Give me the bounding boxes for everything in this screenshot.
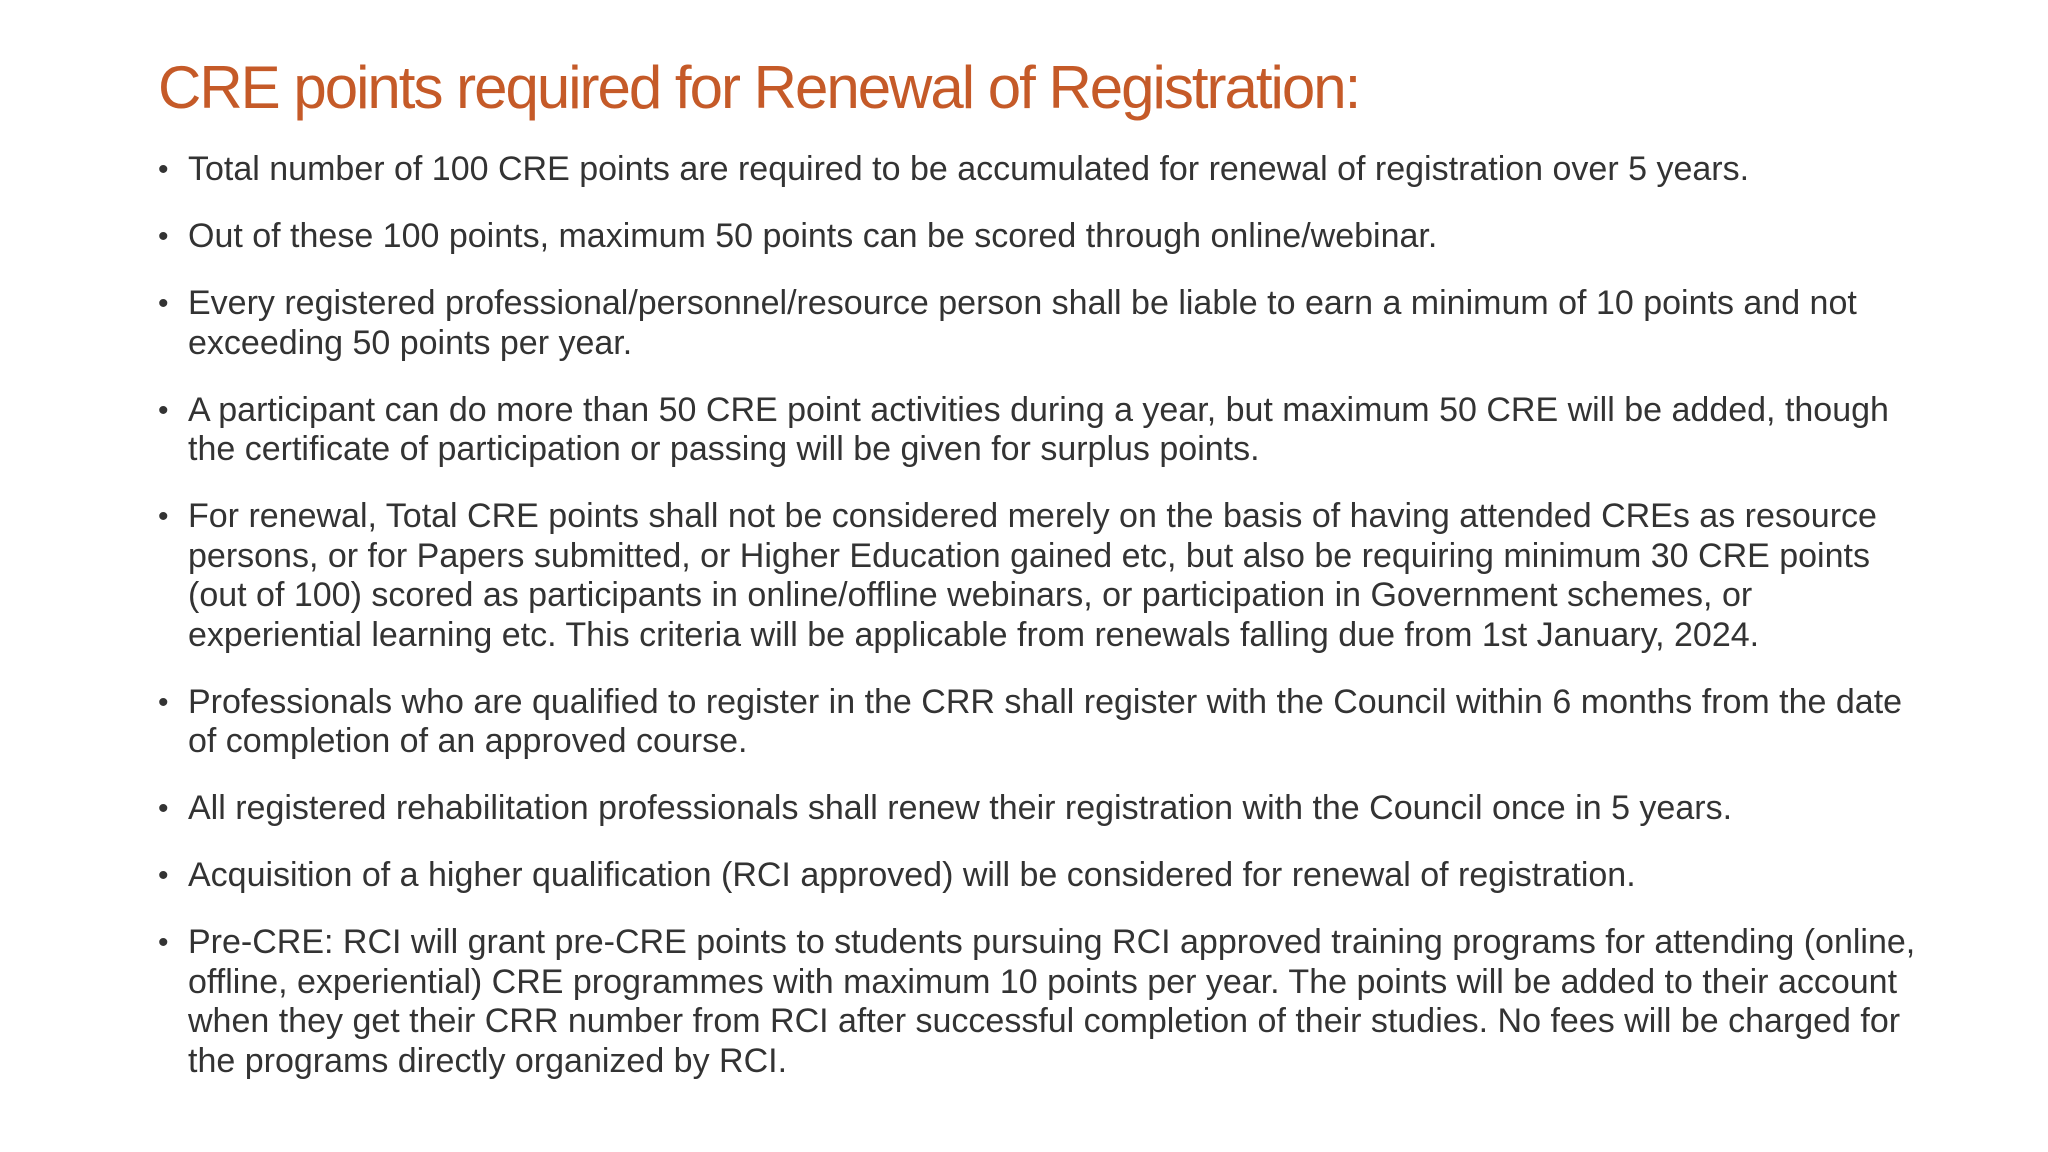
bullet-item (158, 150, 1918, 190)
bullet-text: A participant can do more than 50 CRE point activities during a year, but maximum 50 CRE will be added, though the certificate of participation or passing will be given for surplus points. (188, 390, 1889, 468)
bullet-item (158, 856, 1918, 896)
bullet-text: Total number of 100 CRE points are required to be accumulated for renewal of registration over 5 years. (188, 150, 1750, 188)
bullet-text: Professionals who are qualified to register in the CRR shall register with the Council within 6 months from the date of completion of an approved course. (188, 682, 1903, 760)
bullet-list (158, 150, 1918, 1081)
bullet-item (158, 391, 1918, 470)
bullet-text: Every registered professional/personnel/resource person shall be liable to earn a minimum of 10 points and not exceeding 50 points per year. (188, 284, 1857, 362)
bullet-text: Acquisition of a higher qualification (RCI approved) will be considered for renewal of registration. (188, 856, 1636, 894)
bullet-item (158, 789, 1918, 829)
bullet-item (158, 497, 1918, 655)
bullet-dot-icon: • (158, 500, 169, 533)
bullet-item (158, 217, 1918, 257)
slide-title: CRE points required for Renewal of Registration: (158, 54, 1360, 121)
bullet-item (158, 683, 1918, 762)
bullet-dot-icon: • (158, 926, 169, 959)
bullet-dot-icon: • (158, 859, 169, 892)
bullet-text: Out of these 100 points, maximum 50 points can be scored through online/webinar. (188, 217, 1438, 255)
bullet-dot-icon: • (158, 153, 169, 186)
bullet-dot-icon: • (158, 220, 169, 253)
bullet-dot-icon: • (158, 287, 169, 320)
bullet-item (158, 923, 1918, 1081)
bullet-item (158, 284, 1918, 363)
bullet-text: Pre-CRE: RCI will grant pre-CRE points to students pursuing RCI approved training programs for attending (online, offline, experiential) CRE programmes with maximum 10 points per year. The points will be added to their account when they get their CRR number from RCI after successful completion of their studies. No fees will be charged for the programs directly organized by RCI. (188, 923, 1916, 1080)
bullet-text: All registered rehabilitation professionals shall renew their registration with the Council once in 5 years. (188, 789, 1733, 827)
bullet-text: For renewal, Total CRE points shall not be considered merely on the basis of having attended CREs as resource persons, or for Papers submitted, or Higher Education gained etc, but also be requiring minimum 30 CRE points (out of 100) scored as participants in online/offline webinars, or participation in Government schemes, or experiential learning etc. This criteria will be applicable from renewals falling due from 1st January, 2024. (188, 497, 1877, 654)
bullet-dot-icon: • (158, 792, 169, 825)
bullet-dot-icon: • (158, 685, 169, 719)
bullet-dot-icon: • (158, 393, 169, 427)
